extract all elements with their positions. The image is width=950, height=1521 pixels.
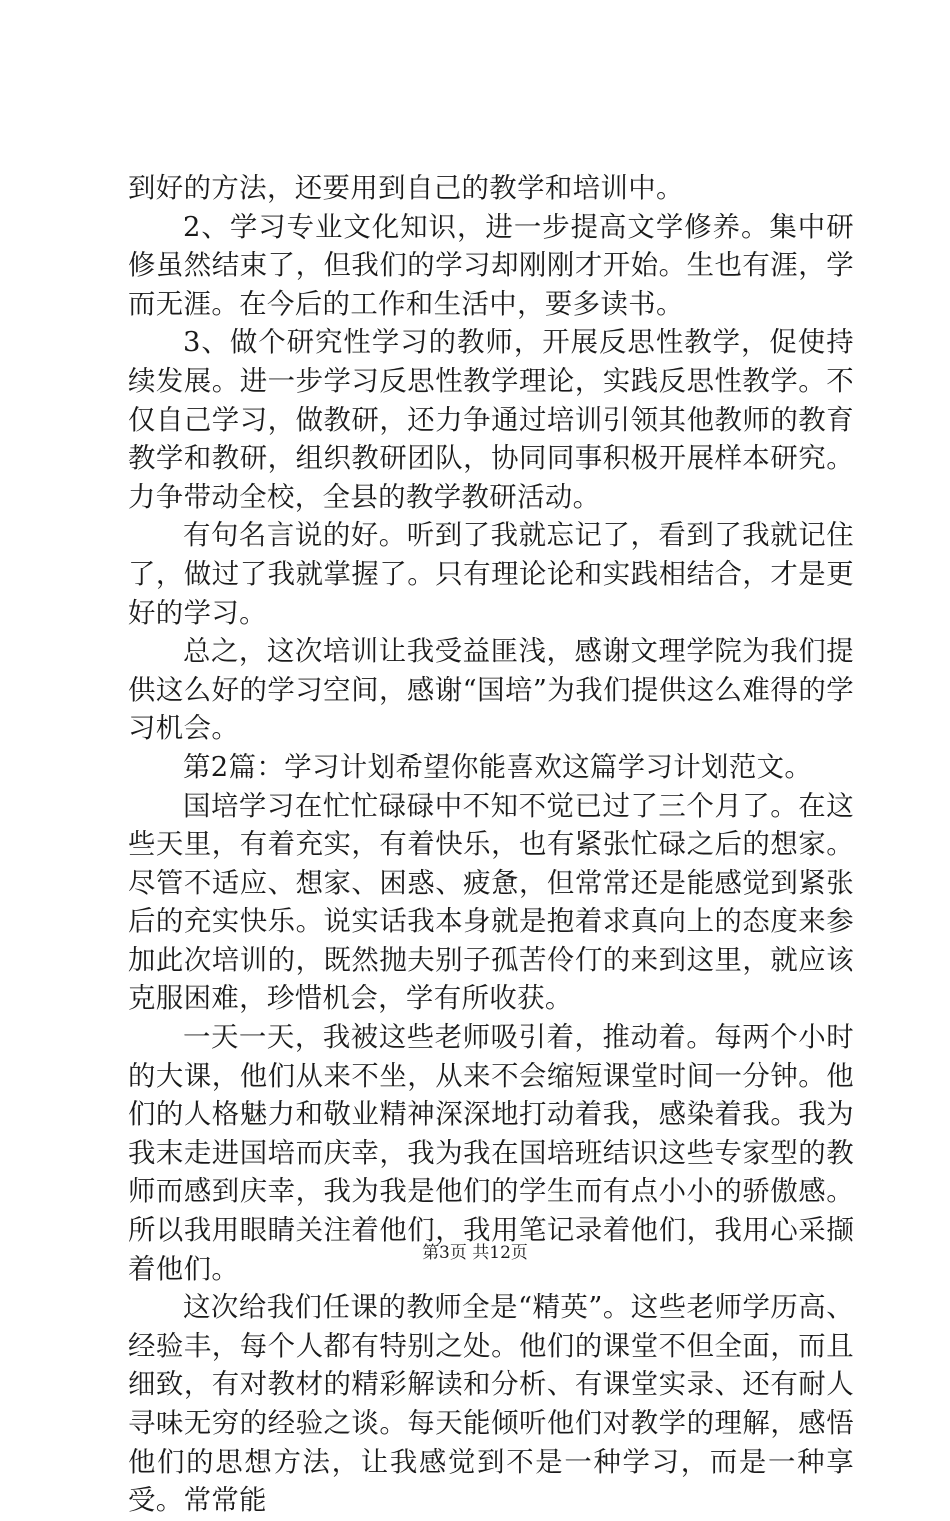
paragraph-5: 总之，这次培训让我受益匪浅，感谢文理学院为我们提供这么好的学习空间，感谢“国培”为我们提供这么难得的学习机会。 bbox=[128, 636, 854, 745]
section-heading: 第2篇：学习计划希望你能喜欢这篇学习计划范文。 bbox=[183, 751, 813, 783]
document-body bbox=[128, 170, 854, 1521]
paragraph-4: 有句名言说的好。听到了我就忘记了，看到了我就记住了，做过了我就掌握了。只有理论论和实践相结合，才是更好的学习。 bbox=[128, 520, 854, 629]
paragraph-1: 到好的方法，还要用到自己的教学和培训中。 bbox=[128, 173, 684, 204]
paragraph-2: 2、学习专业文化知识，进一步提高文学修养。集中研修虽然结束了，但我们的学习却刚刚才开始。生也有涯，学而无涯。在今后的工作和生活中，要多读书。 bbox=[128, 211, 854, 320]
paragraph-7: 国培学习在忙忙碌碌中不知不觉已过了三个月了。在这些天里，有着充实，有着快乐，也有紧张忙碌之后的想家。尽管不适应、想家、困惑、疲惫，但常常还是能感觉到紧张后的充实快乐。说实话我本身就是抱着求真向上的态度来参加此次培训的，既然抛夫别子孤苦伶仃的来到这里，就应该克服困难，珍惜机会，学有所收获。 bbox=[128, 790, 854, 1015]
paragraph-9: 这次给我们任课的教师全是“精英”。这些老师学历高、经验丰，每个人都有特别之处。他们的课堂不但全面，而且细致，有对教材的精彩解读和分析、有课堂实录、还有耐人寻味无穷的经验之谈。每天能倾听他们对教学的理解，感悟他们的思想方法，让我感觉到不是一种学习，而是一种享受。常常能 bbox=[128, 1292, 854, 1517]
paragraph-8: 一天一天，我被这些老师吸引着，推动着。每两个小时的大课，他们从来不坐，从来不会缩短课堂时间一分钟。他们的人格魅力和敬业精神深深地打动着我，感染着我。我为我末走进国培而庆幸，我为我在国培班结识这些专家型的教师而感到庆幸，我为我是他们的学生而有点小小的骄傲感。所以我用眼睛关注着他们，我用笔记录着他们，我用心采撷着他们。 bbox=[128, 1022, 854, 1285]
page-number-footer: 第3页 共12页 bbox=[422, 1243, 528, 1263]
paragraph-3: 3、做个研究性学习的教师，开展反思性教学，促使持续发展。进一步学习反思性教学理论，实践反思性教学。不仅自己学习，做教研，还力争通过培训引领其他教师的教育教学和教研，组织教研团队，协同同事积极开展样本研究。力争带动全校，全县的教学教研活动。 bbox=[128, 327, 854, 513]
